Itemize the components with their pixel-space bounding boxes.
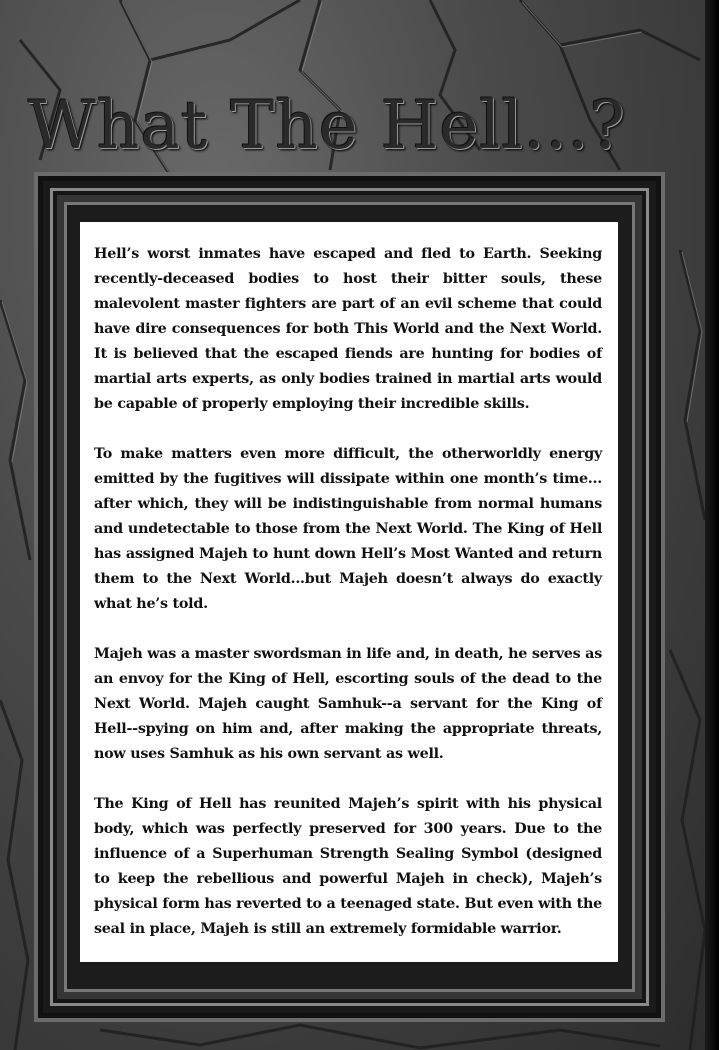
paragraph-otherworldly-energy: To make matters even more difficult, the otherworldly energy emitted by the fugitives will dissipate within one month’s time... after which, they will be indistinguishable from normal humans and undetectable to those from the Next World. The King of Hell has assigned Majeh to hunt down Hell’s Most Wanted and return them to the Next World...but Majeh doesn’t always do exactly what he’s told. (94, 446, 602, 612)
paragraph-escaped-inmates: Hell’s worst inmates have escaped and fled to Earth. Seeking recently-deceased bodies to host their bitter souls, these malevolent master fighters are part of an evil scheme that could have dire consequences for both This World and the Next World. It is believed that the escaped fiends are hunting for bodies of martial arts experts, as only bodies trained in martial arts would be capable of properly employing their incredible skills. (94, 246, 602, 412)
paragraph-majeh-envoy: Majeh was a master swordsman in life and, in death, he serves as an envoy for the King of Hell, escorting souls of the dead to the Next World. Majeh caught Samhuk--a servant for the King of Hell--spying on him and, after making the appropriate threats, now uses Samhuk as his own servant as well. (94, 646, 602, 762)
page-title: What The Hell...? (28, 87, 626, 164)
page-edge (705, 0, 719, 1050)
text-panel (80, 222, 618, 962)
paragraph-sealing-symbol: The King of Hell has reunited Majeh’s spirit with his physical body, which was perfectly preserved for 300 years. Due to the influence of a Superhuman Strength Sealing Symbol (designed to keep the rebellious and powerful Majeh in check), Majeh’s physical form has reverted to a teenaged state. But even with the seal in place, Majeh is still an extremely formidable warrior. (94, 796, 602, 937)
